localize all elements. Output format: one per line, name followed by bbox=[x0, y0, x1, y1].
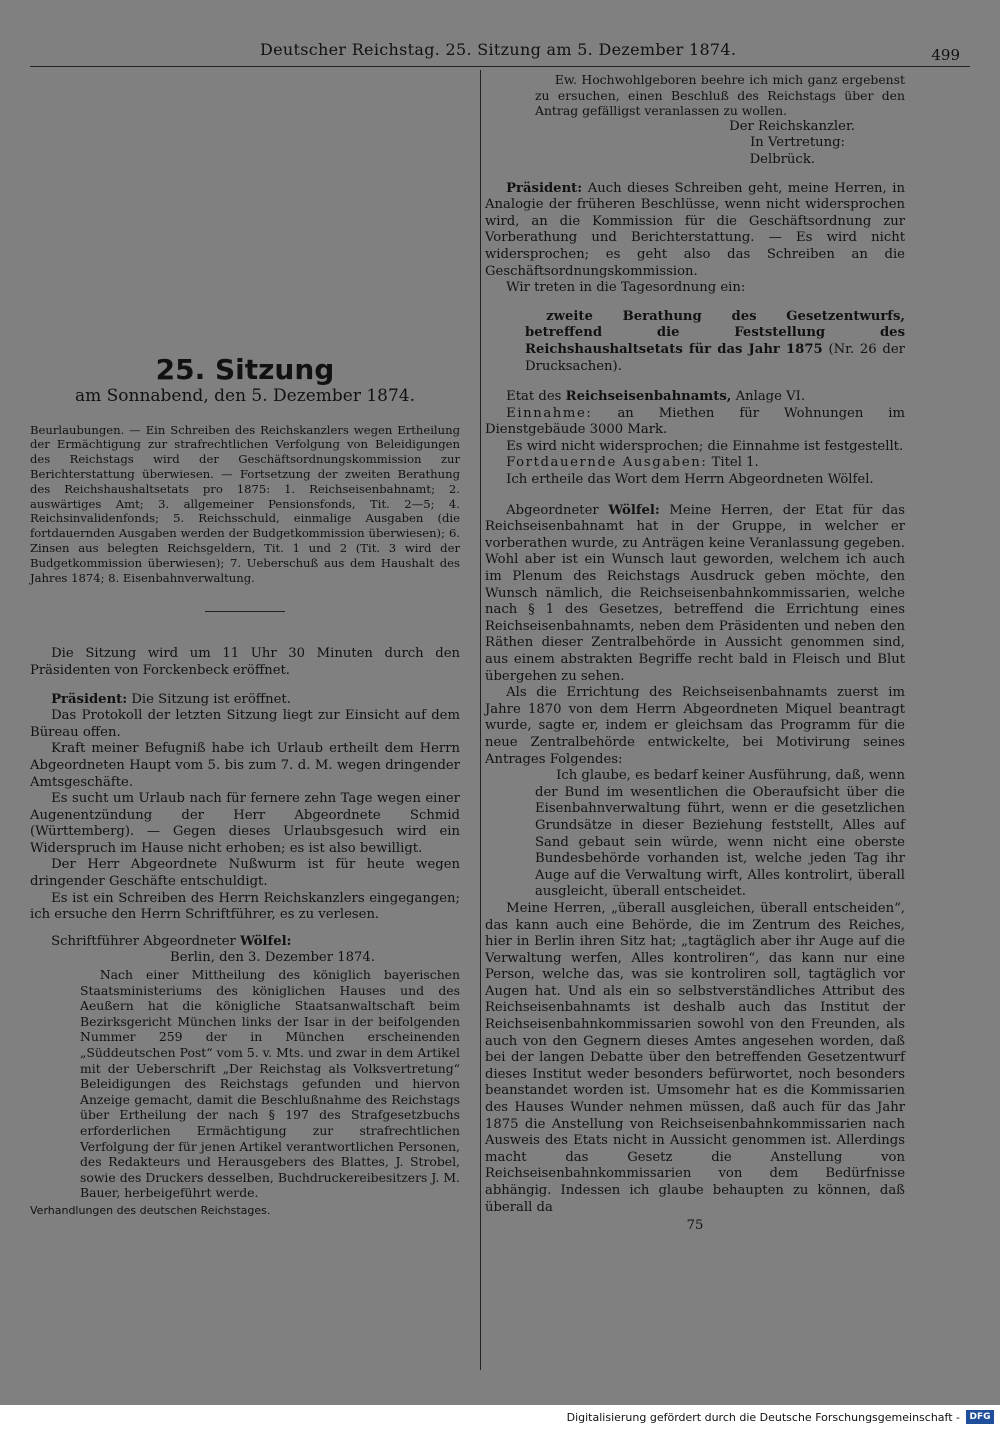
etat-prefix: Etat des bbox=[506, 389, 562, 405]
letter-body: Nach einer Mittheilung des königlich bayerischen Staatsministeriums des königlichen Hauses und des Aeußern hat die königliche Staatsanwaltschaft beim Bezirksgericht München links der Isar in der beifolgenden Nummer 259 der in München erscheinenden „Süddeutschen Post“ vom 5. v. Mts. und zwar in dem Artikel mit der Ueberschrift „Der Reichstag als Volksvertretung“ Beleidigungen des Reichstags gefunden und hiervon Anzeige gemacht, damit die Beschlußnahme des Reichstags über Ertheilung der nach § 197 des Strafgesetzbuchs erforderlichen Ermächtigung zur strafrechtlichen Verfolgung der für jenen Artikel verantwortlichen Personen, des Redakteurs und Herausgebers des Blattes, J. Strobel, sowie des Druckers desselben, Buchdruckereibesitzers J. M. Bauer, herbeigeführt werde. bbox=[80, 967, 460, 1201]
president-text-1: Die Sitzung ist eröffnet. bbox=[131, 691, 291, 707]
signature-delbrueck: Delbrück. bbox=[749, 151, 815, 167]
agenda-bold: zweite Berathung des Gesetzentwurfs, betreffend die Feststellung des Reichshaushaltsetats für das Jahr 1875 bbox=[525, 308, 905, 357]
page-footer-note: Verhandlungen des deutschen Reichstages. bbox=[30, 1203, 271, 1217]
left-column bbox=[30, 72, 460, 1220]
fortdauernd-label: Fortdauernde Ausgaben: bbox=[506, 455, 708, 471]
paragraph-entschuldigt: Der Herr Abgeordnete Nußwurm ist für heute wegen dringender Geschäfte entschuldigt. bbox=[30, 857, 460, 890]
right-column bbox=[485, 72, 905, 1235]
speech-3: Meine Herren, „überall ausgleichen, überall entscheiden“, das kann auch eine Behörde, die im Zentrum des Reiches, hier in Berlin ihren Sitz hat; „tagtäglich aber ihr Auge auf die Verwaltung werfen, Alles kontroliren“, das kann nur eine Person, welche das, was sie kontroliren soll, tagtäglich vor Augen hat. Und als ein so selbstverständliches Attribut des Reichseisenbahnamts ist deshalb auch das Institut der Reichseisenbahnkommissarien sowohl von den Freunden, als auch von den Gegnern dieses Amtes angesehen worden, daß bei der langen Debatte über den betreffenden Gesetzentwurf dieses Institut weder besonders befürwortet, noch besonders beanstandet worden ist. Umsomehr hat es die Kommissarien des Hauses Wunder nehmen müssen, daß auch für das Jahr 1875 die Anstellung von Reichseisenbahnkommissarien nach Ausweis des Etats nicht in Aussicht genommen ist. Allerdings macht das Gesetz die Anstellung von Reichseisenbahnkommissarien von dem Bedürfnisse abhängig. Indessen ich glaube behaupten zu können, daß überall da bbox=[485, 900, 905, 1215]
credit-bar bbox=[0, 1405, 1000, 1432]
page-number: 499 bbox=[931, 46, 960, 64]
speech-2: Als die Errichtung des Reichseisenbahnamts zuerst im Jahre 1870 von dem Herrn Abgeordneten Miquel beantragt wurde, sagte er, indem er gleichsam das Programm für die neue Zentralbehörde entwickelte, bei Motivirung seines Antrages Folgendes: bbox=[485, 685, 905, 767]
einnahme-line bbox=[485, 406, 905, 439]
dfg-logo: DFG bbox=[966, 1410, 994, 1424]
fortdauernd-line bbox=[485, 455, 905, 472]
speaker-prefix: Abgeordneter bbox=[506, 502, 599, 518]
header-rule bbox=[30, 66, 970, 67]
speaker-name: Wölfel: bbox=[608, 502, 660, 518]
column-rule bbox=[480, 70, 481, 1370]
secretary-name: Wölfel: bbox=[240, 933, 292, 949]
sheet-number: 75 bbox=[686, 1218, 704, 1234]
give-word: Ich ertheile das Wort dem Herrn Abgeordneten Wölfel. bbox=[506, 472, 874, 488]
etat-bold: Reichseisenbahnamts, bbox=[565, 389, 732, 405]
president-label-2: Präsident: bbox=[506, 180, 583, 196]
secretary-line bbox=[30, 934, 460, 951]
einnahme-label: Einnahme: bbox=[506, 405, 593, 421]
signature-reichskanzler: Der Reichskanzler. bbox=[729, 118, 855, 134]
paragraph-urlaub: Kraft meiner Befugniß habe ich Urlaub ertheilt dem Herrn Abgeordneten Haupt vom 5. bis zum 7. d. M. wegen dringender Amtsgeschäfte. bbox=[30, 741, 460, 790]
letter-closing: Ew. Hochwohlgeboren beehre ich mich ganz ergebenst zu ersuchen, einen Beschluß des Reichstags über den Antrag gefälligst veranlassen zu wollen. bbox=[535, 72, 905, 119]
opening-paragraph: Die Sitzung wird um 11 Uhr 30 Minuten durch den Präsidenten von Forckenbeck eröffnet. bbox=[30, 646, 460, 678]
paragraph-protokoll: Das Protokoll der letzten Sitzung liegt zur Einsicht auf dem Büreau offen. bbox=[30, 708, 460, 740]
header-title: Deutscher Reichstag. 25. Sitzung am 5. Dezember 1874. bbox=[260, 40, 737, 59]
speech-1-text: Meine Herren, der Etat für das Reichseisenbahnamt hat in der Gruppe, in welcher er vorberathen wurde, zu Anträgen keine Veranlassung gegeben. Wohl aber ist ein Wunsch laut geworden, welchem ich auch im Plenum des Reichstags Ausdruck geben möchte, den Wunsch nämlich, die Reichseisenbahnkommissarien, welche nach § 1 des Gesetzes, betreffend die Errichtung eines Reichseisenbahnamts, neben dem Präsidenten und neben den Räthen dieser Zentralbehörde in Aussicht genommen sind, aus einem abstrakten Begriffe recht bald in Fleisch und Blut übergehen zu sehen. bbox=[485, 502, 905, 684]
session-title: 25. Sitzung bbox=[155, 353, 335, 386]
agenda-intro: Wir treten in die Tagesordnung ein: bbox=[506, 280, 746, 296]
credit-text: Digitalisierung gefördert durch die Deutsche Forschungsgemeinschaft - bbox=[566, 1411, 960, 1424]
secretary-prefix: Schriftführer Abgeordneter bbox=[51, 933, 236, 949]
president-label: Präsident: bbox=[51, 691, 128, 707]
paragraph-urlaubsgesuch: Es sucht um Urlaub nach für fernere zehn Tage wegen einer Augenentzündung der Herr Abgeordnete Schmid (Württemberg). — Gegen dieses Urlaubsgesuch wird ein Widerspruch im Hause nicht erhoben; es ist also bewilligt. bbox=[30, 791, 460, 856]
paragraph-schreiben: Es ist ein Schreiben des Herrn Reichskanzlers eingegangen; ich ersuche den Herrn Schriftführer, es zu verlesen. bbox=[30, 890, 460, 923]
president-statement-1 bbox=[30, 692, 460, 709]
session-summary: Beurlaubungen. — Ein Schreiben des Reichskanzlers wegen Ertheilung der Ermächtigung zur strafrechtlichen Verfolgung von Beleidigungen des Reichstags wird der Geschäftsordnungskommission zur Berichterstattung überwiesen. — Fortsetzung der zweiten Berathung des Reichshaushaltsetats pro 1875: 1. Reichseisenbahnamt; 2. auswärtiges Amt; 3. allgemeiner Pensionsfonds, Tit. 2—5; 4. Reichsinvalidenfonds; 5. Reichsschuld, einmalige Ausgaben (die fortdauernden Ausgaben werden der Budgetkommission überwiesen); 6. Zinsen aus belegten Reichsgeldern, Tit. 1 und 2 (Tit. 3 wird der Budgetkommission überwiesen); 7. Ueberschuß aus dem Haushalt des Jahres 1874; 8. Eisenbahnverwaltung. bbox=[30, 422, 460, 585]
quote-block: Ich glaube, es bedarf keiner Ausführung, daß, wenn der Bund im wesentlichen die Oberaufsicht über die Eisenbahnverwaltung führt, wenn er die gesetzlichen Grundsätze in dieser Beziehung feststellt, Alles auf Sand gebaut sein würde, wenn nicht eine oberste Bundesbehörde vorhanden ist, welche jeden Tag ihr Auge auf die Verwaltung wirft, Alles kontrolirt, überall ausgleicht, überall entscheidet. bbox=[535, 768, 905, 900]
agenda-item bbox=[485, 309, 905, 375]
agenda-ref: (Nr. 26 der Drucksachen). bbox=[525, 341, 905, 374]
etat-heading bbox=[485, 389, 905, 406]
einnahme-text: an Miethen für Wohnungen im Dienstgebäude 3000 Mark. bbox=[485, 405, 906, 438]
etat-suffix: Anlage VI. bbox=[735, 389, 806, 405]
speech-1 bbox=[485, 503, 905, 686]
president-statement-2 bbox=[485, 181, 905, 281]
session-date: am Sonnabend, den 5. Dezember 1874. bbox=[74, 385, 416, 406]
president-text-2: Auch dieses Schreiben geht, meine Herren, in Analogie der früheren Beschlüsse, wenn nicht widersprochen wird, an die Kommission für die Geschäftsordnung zur Vorberathung und Berichterstattung. — Es wird nicht widersprochen; es geht also das Schreiben an die Geschäftsordnungskommission. bbox=[485, 180, 905, 279]
no-objection: Es wird nicht widersprochen; die Einnahme ist festgestellt. bbox=[506, 438, 904, 454]
letter-place-date: Berlin, den 3. Dezember 1874. bbox=[170, 950, 375, 966]
signature-vertretung: In Vertretung: bbox=[750, 135, 845, 151]
fortdauernd-text: Titel 1. bbox=[711, 455, 759, 471]
